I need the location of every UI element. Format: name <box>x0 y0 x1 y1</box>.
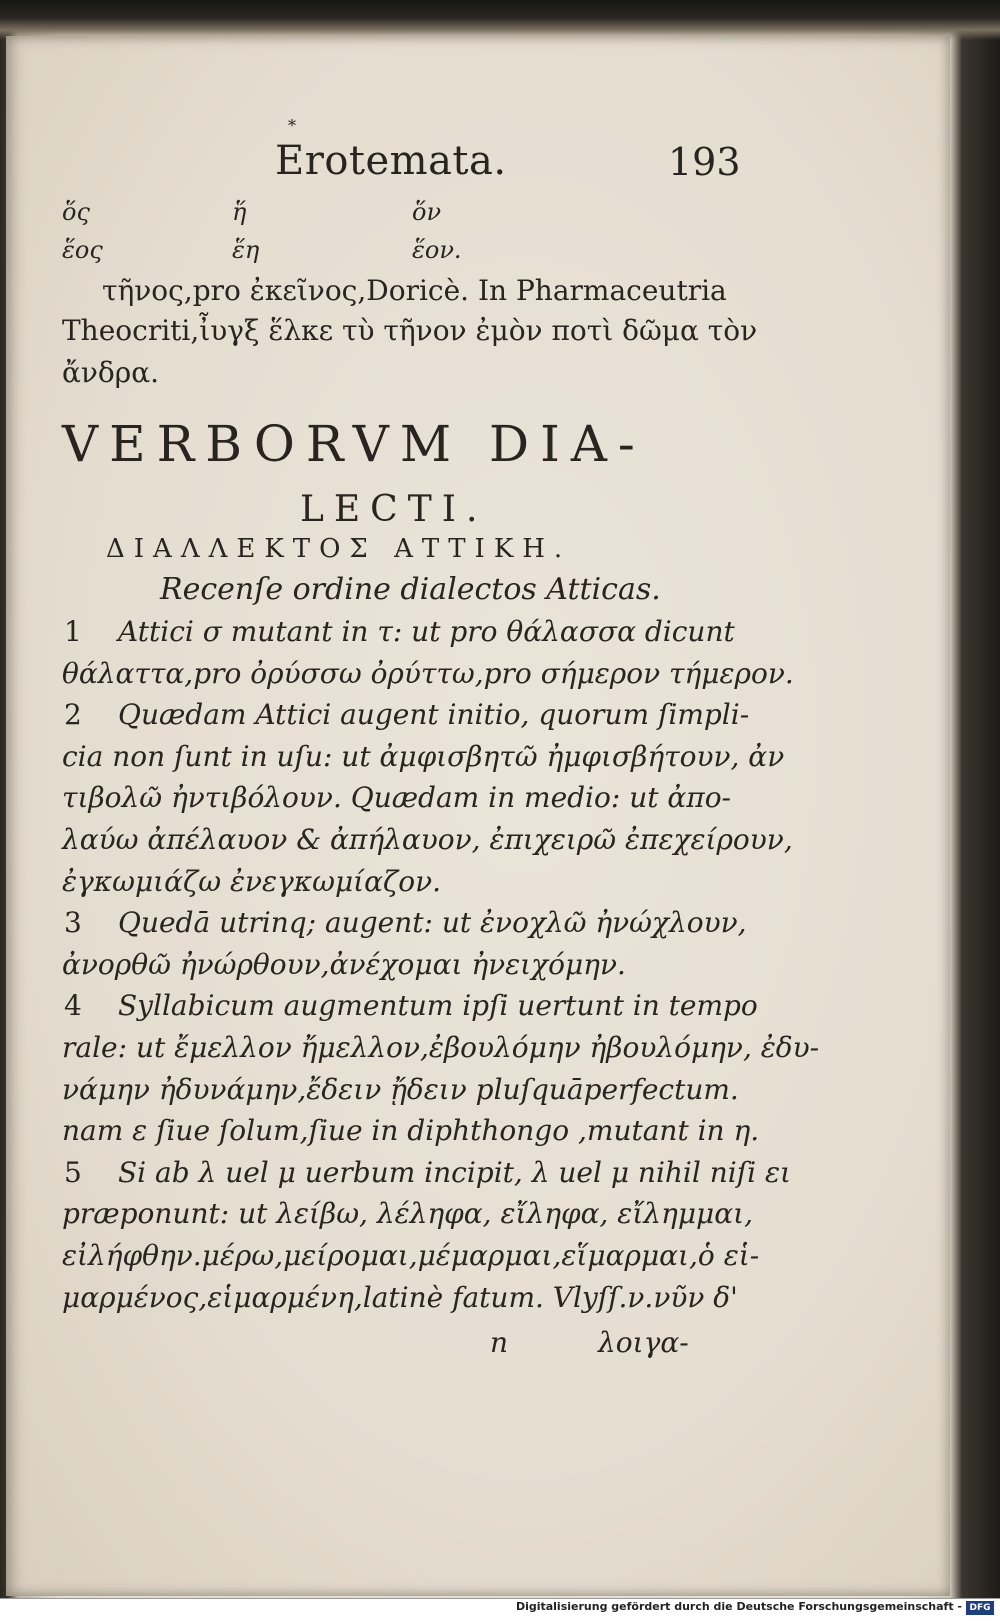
text-line: νάμην ἠδυνάμην,ἔδειν ᾔδειν pluſquāperfectum. <box>62 1073 739 1106</box>
text-line: εἰλήφθην.μέρω,μείρομαι,μέμαρμαι,εἵμαρμαι,ὁ εἱ- <box>62 1239 760 1272</box>
text-line: λαύω ἀπέλαυον & ἀπήλαυον, ἐπιχειρῶ ἐπεχείρουν, <box>62 823 793 856</box>
paradigm-cell: ἕος <box>62 236 103 264</box>
text-line: τῆνος,pro ἐκεῖνος,Doricè. In Pharmaceutria <box>102 274 727 307</box>
ornament-mark: * <box>288 116 296 135</box>
text-line: præponunt: ut λείβω, λέληφα, εἴληφα, εἴλημμαι, <box>62 1197 754 1230</box>
section-title: VERBORVM DIA- <box>62 415 646 473</box>
signature-mark: n <box>490 1326 509 1359</box>
greek-section-title: ΔΙΑΛΛΕΚΤΟΣ ΑΤΤΙΚΗ. <box>106 534 572 564</box>
text-line: ἀνορθῶ ἠνώρθουν,ἀνέχομαι ἠνειχόμην. <box>62 948 626 981</box>
book-page <box>6 36 950 1596</box>
paragraph-number: 1 <box>64 615 82 648</box>
paradigm-cell: ἥ <box>232 198 247 226</box>
text-line: Syllabicum augmentum ipſi uertunt in tempo <box>118 989 758 1022</box>
section-subtitle: Recenſe ordine dialectos Atticas. <box>160 572 661 607</box>
text-line: ἄνδρα. <box>62 356 160 389</box>
dfg-logo: DFG <box>966 1601 994 1615</box>
paradigm-cell: ὅν <box>412 198 442 226</box>
text-line: Quedā utrinq; augent: ut ἐνοχλῶ ἠνώχλουν, <box>118 906 747 939</box>
page-number: 193 <box>668 140 741 184</box>
text-line: Si ab λ uel μ uerbum incipit, λ uel μ nihil niſi ει <box>118 1156 791 1189</box>
text-line: Theocriti,ἶυγξ ἕλκε τὺ τῆνον ἐμὸν ποτὶ δῶμα τὸν <box>62 314 758 347</box>
text-line: μαρμένος,εἱμαρμένη,latinè fatum. Vlyſſ.ν.νῦν δ' <box>62 1281 738 1314</box>
paradigm-cell: ὅς <box>62 198 90 226</box>
text-line: cia non ſunt in uſu: ut ἀμφισβητῶ ἠμφισβήτουν, ἀν <box>62 740 785 773</box>
text-line: Quædam Attici augent initio, quorum ſimpli- <box>118 698 750 731</box>
paragraph-number: 3 <box>64 906 82 939</box>
text-line: rale: ut ἔμελλον ἤμελλον,ἐβουλόμην ἠβουλόμην, ἐδυ- <box>62 1031 820 1064</box>
text-line: τιβολῶ ἠντιβόλουν. Quædam in medio: ut ἀπο- <box>62 781 732 814</box>
catchword: λοιγα- <box>598 1326 689 1359</box>
text-line: Attici σ mutant in τ: ut pro θάλασσα dicunt <box>118 615 735 648</box>
paradigm-cell: ἕον. <box>412 236 462 264</box>
text-line: ἐγκωμιάζω ἐνεγκωμίαζον. <box>62 865 441 898</box>
running-head: Erotemata. <box>275 138 507 184</box>
paragraph-number: 5 <box>64 1156 82 1189</box>
section-title-continued: LECTI. <box>300 489 488 530</box>
scan-top-edge <box>0 0 1000 40</box>
paragraph-number: 2 <box>64 698 82 731</box>
paradigm-cell: ἕη <box>232 236 260 264</box>
text-line: nam ε ſiue ſolum,ſiue in diphthongo ,mutant in η. <box>62 1114 760 1147</box>
paragraph-number: 4 <box>64 989 82 1022</box>
text-line: θάλαττα,pro ὀρύσσω ὀρύττω,pro σήμερον τήμερον. <box>62 657 794 690</box>
footer-credit: Digitalisierung gefördert durch die Deutsche Forschungsgemeinschaft - <box>515 1600 962 1613</box>
